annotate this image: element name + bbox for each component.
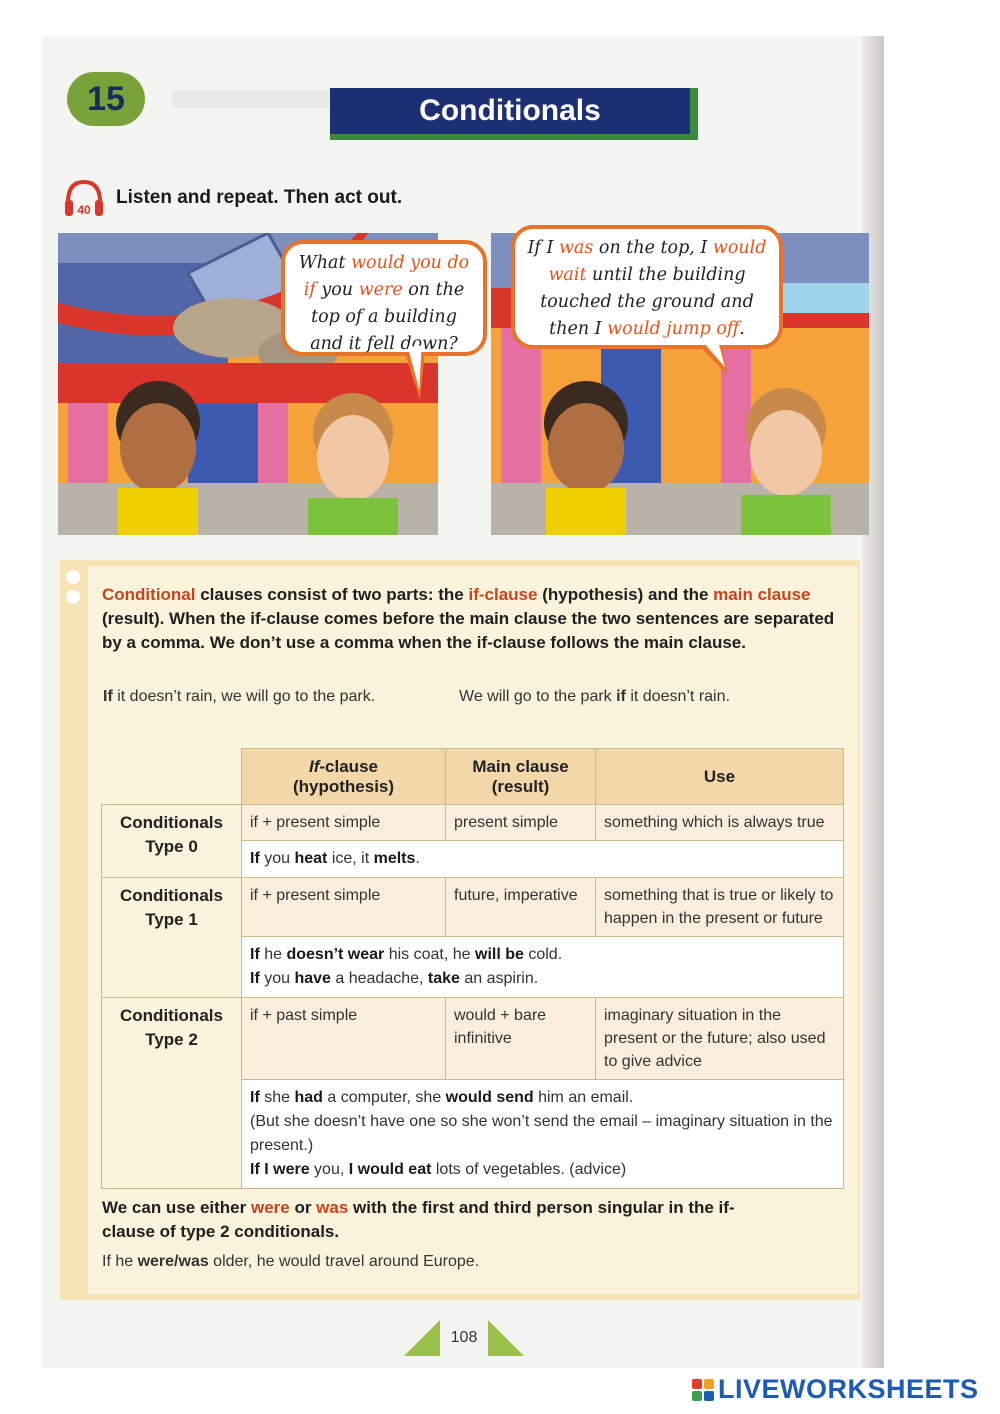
table-header-if-clause: If-clause (hypothesis) [242, 749, 446, 805]
page-number: 108 [450, 1329, 478, 1346]
page-title: Conditionals [419, 94, 601, 127]
table-row [102, 805, 844, 841]
row-label-type-2: Conditionals Type 2 [102, 998, 242, 1189]
page-number-tab [404, 1316, 524, 1356]
example-cell: If she had a computer, she would send him an email. (But she doesn’t have one so she won’t send the email – imaginary situation in the present.) If I were you, I would eat lots of vegetables. (advice) [242, 1080, 844, 1189]
if-clause-cell: if + past simple [242, 998, 446, 1080]
table-header-row [102, 749, 844, 805]
grammar-note: We can use either were or was with the first and third person singular in the if-clause of type 2 conditionals. [102, 1198, 735, 1241]
use-cell: imaginary situation in the present or the future; also used to give advice [596, 998, 844, 1080]
note-example: If he were/was older, he would travel around Europe. [102, 1253, 480, 1270]
main-clause-cell: would + bare infinitive [446, 998, 596, 1080]
listen-instruction: Listen and repeat. Then act out. [116, 187, 403, 208]
speech-bubble-question: What would you do if you were on the top of a building and it fell down? [281, 240, 487, 356]
grammar-intro: Conditional clauses consist of two parts: the if-clause (hypothesis) and the main clause (result). When the if-clause comes before the main clause the two sentences are separated by a comma. We don’t use a comma when the if-clause follows the main clause. [102, 585, 835, 652]
main-clause-cell: future, imperative [446, 878, 596, 937]
if-clause-cell: if + present simple [242, 878, 446, 937]
unit-number: 15 [87, 79, 125, 118]
unit-number-badge [67, 72, 145, 126]
example-cell: If he doesn’t wear his coat, he will be cold. If you have a headache, take an aspirin. [242, 937, 844, 998]
brand-name: LIVEWORKSHEETS [718, 1374, 979, 1404]
track-number: 40 [77, 203, 91, 217]
section-title-box [330, 88, 698, 140]
headphones-icon[interactable] [62, 176, 106, 220]
intro-example-2: We will go to the park if it doesn’t rain. [459, 688, 730, 705]
table-row [102, 998, 844, 1080]
table-header-blank [102, 749, 242, 805]
table-header-main-clause: Main clause (result) [446, 749, 596, 805]
if-clause-cell: if + present simple [242, 805, 446, 841]
listen-instruction-row [62, 176, 402, 220]
main-clause-cell: present simple [446, 805, 596, 841]
intro-example-1: If it doesn’t rain, we will go to the park. [103, 688, 376, 705]
conditionals-table [101, 748, 844, 1189]
brand-squares-icon [692, 1379, 714, 1401]
example-cell: If you heat ice, it melts. [242, 841, 844, 878]
row-label-type-0: Conditionals Type 0 [102, 805, 242, 878]
grammar-dots-icon [66, 570, 80, 610]
row-label-type-1: Conditionals Type 1 [102, 878, 242, 998]
faded-header-text [172, 90, 332, 108]
speech-bubble-answer: If I was on the top, I would wait until the building touched the ground and then I would jump off. [511, 225, 783, 349]
table-row [102, 878, 844, 937]
table-header-use: Use [596, 749, 844, 805]
use-cell: something that is true or likely to happen in the present or future [596, 878, 844, 937]
liveworksheets-logo[interactable] [692, 1374, 979, 1405]
use-cell: something which is always true [596, 805, 844, 841]
